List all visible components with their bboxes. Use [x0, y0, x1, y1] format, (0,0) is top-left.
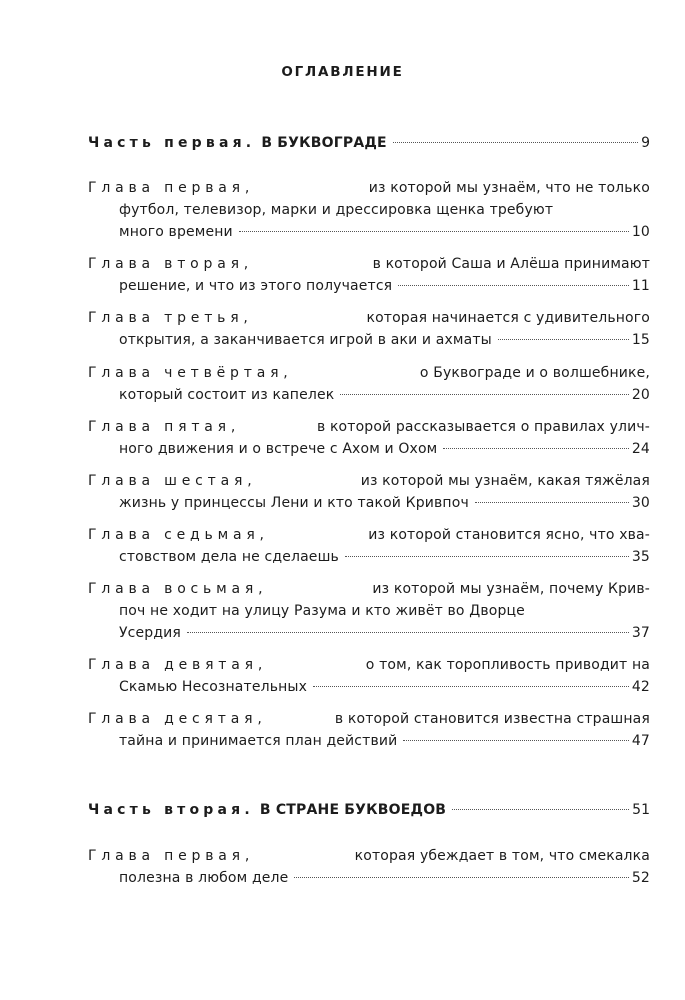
chapter-text: из которой мы узнаём, почему Крив- — [372, 581, 650, 597]
page-number: 51 — [632, 802, 650, 818]
dot-leader — [187, 632, 629, 633]
page-number: 20 — [631, 387, 650, 403]
chapter-line — [88, 708, 650, 730]
dot-leader — [443, 448, 628, 449]
toc-chapter[interactable] — [88, 253, 650, 297]
toc-part-1[interactable] — [88, 135, 650, 151]
chapter-line — [88, 362, 650, 384]
chapter-line — [88, 730, 650, 752]
chapter-text: которая убеждает в том, что смекалка — [354, 848, 650, 864]
dot-leader — [340, 394, 629, 395]
toc-chapter[interactable] — [88, 578, 650, 644]
chapter-label: Глава четвёртая, — [88, 365, 293, 381]
part-title: В СТРАНЕ БУКВОЕДОВ — [259, 802, 447, 818]
dot-leader — [398, 285, 629, 286]
chapter-label: Глава шестая, — [88, 473, 257, 489]
page-number: 52 — [631, 870, 650, 886]
chapter-label: Глава десятая, — [88, 711, 267, 727]
page-number: 24 — [631, 441, 650, 457]
chapter-text: Усердия — [119, 625, 181, 641]
dot-leader — [239, 231, 629, 232]
part-title: В БУКВОГРАДЕ — [261, 135, 387, 151]
chapter-line — [88, 199, 650, 221]
chapter-text: о том, как торопливость приводит на — [365, 657, 650, 673]
chapter-line — [88, 470, 650, 492]
chapter-text: жизнь у принцессы Лени и кто такой Кривпоч — [119, 495, 469, 511]
dot-leader — [345, 556, 629, 557]
chapter-text: который состоит из капелек — [119, 387, 335, 403]
page-number: 10 — [631, 224, 650, 240]
chapter-line — [88, 492, 650, 514]
chapter-text: из которой мы узнаём, какая тяжёлая — [360, 473, 650, 489]
chapter-line — [88, 329, 650, 351]
chapter-text: стовством дела не сделаешь — [119, 549, 339, 565]
page-number: 30 — [631, 495, 650, 511]
dot-leader — [403, 740, 629, 741]
chapter-line — [88, 438, 650, 460]
page-number: 35 — [631, 549, 650, 565]
toc-chapter[interactable] — [88, 177, 650, 243]
toc-chapter[interactable] — [88, 307, 650, 351]
chapter-line — [88, 416, 650, 438]
toc-chapter[interactable] — [88, 524, 650, 568]
chapter-line — [88, 622, 650, 644]
chapter-line — [88, 867, 650, 889]
chapter-label: Глава девятая, — [88, 657, 268, 673]
chapter-text: Скамью Несознательных — [119, 679, 308, 695]
chapter-line — [88, 546, 650, 568]
chapter-label: Глава первая, — [88, 180, 255, 196]
chapter-label: Глава третья, — [88, 310, 253, 326]
chapter-text: ного движения и о встрече с Ахом и Охом — [119, 441, 438, 457]
toc-chapter[interactable] — [88, 416, 650, 460]
chapter-line — [88, 524, 650, 546]
dot-leader — [313, 686, 629, 687]
chapter-text: много времени — [119, 224, 233, 240]
page-number: 15 — [631, 332, 650, 348]
toc-part-2[interactable] — [88, 802, 650, 818]
dot-leader — [498, 339, 629, 340]
chapter-text: в которой рассказывается о правилах улич- — [316, 419, 650, 435]
dot-leader — [475, 502, 629, 503]
chapter-label: Глава первая, — [88, 848, 255, 864]
page-number: 42 — [631, 679, 650, 695]
chapter-line — [88, 676, 650, 698]
chapter-text: о Буквограде и о волшебнике, — [419, 365, 650, 381]
chapter-text: полезна в любом деле — [119, 870, 289, 886]
page-number: 37 — [631, 625, 650, 641]
chapter-label: Глава пятая, — [88, 419, 241, 435]
dot-leader — [294, 877, 628, 878]
chapter-line — [88, 177, 650, 199]
chapter-line — [88, 307, 650, 329]
part-label: Часть вторая. — [88, 802, 254, 818]
chapter-line — [88, 578, 650, 600]
dot-leader — [452, 809, 629, 810]
chapter-text: решение, и что из этого получается — [119, 278, 393, 294]
page-title: ОГЛАВЛЕНИЕ — [281, 64, 404, 80]
chapter-line — [88, 221, 650, 243]
part-label: Часть первая. — [88, 135, 256, 151]
page-number: 11 — [631, 278, 650, 294]
chapter-text: которая начинается с удивительного — [366, 310, 650, 326]
chapter-text: футбол, телевизор, марки и дрессировка щенка требуют — [119, 202, 554, 218]
page-number: 47 — [631, 733, 650, 749]
toc-chapter[interactable] — [88, 708, 650, 752]
chapter-text: поч не ходит на улицу Разума и кто живёт во Дворце — [119, 603, 525, 619]
toc-chapter[interactable] — [88, 845, 650, 889]
chapter-text: в которой Саша и Алёша принимают — [372, 256, 650, 272]
chapter-text: открытия, а заканчивается игрой в аки и ахматы — [119, 332, 492, 348]
chapter-line — [88, 654, 650, 676]
chapter-label: Глава вторая, — [88, 256, 254, 272]
toc-chapter[interactable] — [88, 654, 650, 698]
toc-chapter[interactable] — [88, 362, 650, 406]
chapter-label: Глава седьмая, — [88, 527, 269, 543]
chapter-text: из которой становится ясно, что хва- — [368, 527, 650, 543]
chapter-text: тайна и принимается план действий — [119, 733, 398, 749]
page-number: 9 — [641, 135, 650, 151]
chapter-line — [88, 253, 650, 275]
chapter-line — [88, 600, 650, 622]
chapter-line — [88, 275, 650, 297]
chapter-line — [88, 845, 650, 867]
chapter-text: в которой становится известна страшная — [334, 711, 650, 727]
chapter-line — [88, 384, 650, 406]
toc-chapter[interactable] — [88, 470, 650, 514]
dot-leader — [393, 142, 638, 143]
chapter-label: Глава восьмая, — [88, 581, 268, 597]
chapter-text: из которой мы узнаём, что не только — [368, 180, 650, 196]
